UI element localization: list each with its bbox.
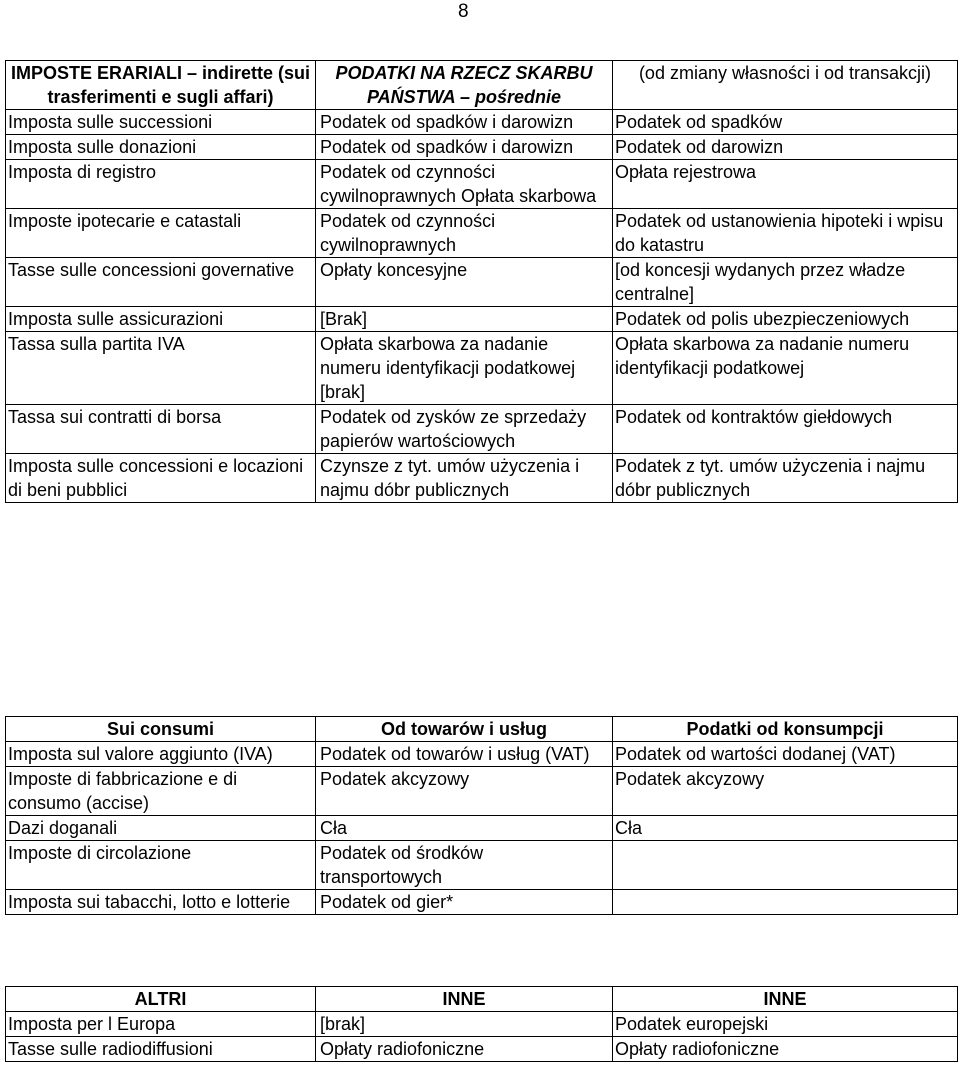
cell-polish-detail: Opłata rejestrowa [613,160,958,209]
table-row [6,890,958,915]
table-row [6,1012,958,1037]
header-polish-note: (od zmiany własności i od transakcji) [613,61,958,110]
cell-italian: Imposte di fabbricazione e di consumo (accise) [6,767,316,816]
page-number: 8 [458,1,469,22]
cell-italian: Imposta sulle successioni [6,110,316,135]
cell-polish: [brak] [316,1012,613,1037]
table-row [6,816,958,841]
header-italian: ALTRI [6,987,316,1012]
table-row [6,405,958,454]
header-polish-note: INNE [613,987,958,1012]
cell-italian: Imposta sul valore aggiunto (IVA) [6,742,316,767]
header-italian: IMPOSTE ERARIALI – indirette (sui trasferimenti e sugli affari) [6,61,316,110]
cell-italian: Imposta sui tabacchi, lotto e lotterie [6,890,316,915]
cell-polish-detail: Podatek od wartości dodanej (VAT) [613,742,958,767]
cell-polish-detail: Podatek europejski [613,1012,958,1037]
cell-polish-detail: Podatek od spadków [613,110,958,135]
table-row [6,1037,958,1062]
cell-italian: Imposta sulle concessioni e locazioni di beni pubblici [6,454,316,503]
cell-polish-detail: Opłata skarbowa za nadanie numeru identyfikacji podatkowej [613,332,958,405]
cell-polish-detail: Podatek od ustanowienia hipoteki i wpisu do katastru [613,209,958,258]
cell-italian: Tasse sulle radiodiffusioni [6,1037,316,1062]
cell-italian: Dazi doganali [6,816,316,841]
cell-polish: Opłaty radiofoniczne [316,1037,613,1062]
header-polish: PODATKI NA RZECZ SKARBU PAŃSTWA – pośrednie [316,61,613,110]
cell-polish-detail: Podatek akcyzowy [613,767,958,816]
table-header-row [6,987,958,1012]
table-header-row [6,717,958,742]
cell-italian: Imposta per l Europa [6,1012,316,1037]
cell-polish: [Brak] [316,307,613,332]
cell-polish: Cła [316,816,613,841]
tax-table-other [5,986,958,1062]
cell-polish: Podatek od spadków i darowizn [316,110,613,135]
cell-italian: Imposte ipotecarie e catastali [6,209,316,258]
cell-italian: Tassa sui contratti di borsa [6,405,316,454]
cell-polish: Opłata skarbowa za nadanie numeru identyfikacji podatkowej [brak] [316,332,613,405]
cell-polish-detail [613,841,958,890]
cell-polish: Podatek od czynności cywilnoprawnych Opłata skarbowa [316,160,613,209]
cell-polish-detail: Podatek od kontraktów giełdowych [613,405,958,454]
cell-polish: Podatek od towarów i usług (VAT) [316,742,613,767]
cell-polish-detail: Podatek od darowizn [613,135,958,160]
cell-polish: Podatek od zysków ze sprzedaży papierów wartościowych [316,405,613,454]
cell-polish: Podatek od środków transportowych [316,841,613,890]
header-polish-note: Podatki od konsumpcji [613,717,958,742]
table-row [6,135,958,160]
cell-polish-detail [613,890,958,915]
tax-table-consumption [5,716,958,915]
table-row [6,742,958,767]
table-row [6,258,958,307]
cell-polish: Czynsze z tyt. umów użyczenia i najmu dóbr publicznych [316,454,613,503]
cell-italian: Imposta sulle donazioni [6,135,316,160]
table-row [6,767,958,816]
cell-polish: Opłaty koncesyjne [316,258,613,307]
table-row [6,332,958,405]
cell-polish-detail: Podatek od polis ubezpieczeniowych [613,307,958,332]
tax-table-indirect [5,60,958,503]
header-polish: Od towarów i usług [316,717,613,742]
cell-italian: Tasse sulle concessioni governative [6,258,316,307]
table-row [6,841,958,890]
table-row [6,110,958,135]
cell-polish: Podatek od gier* [316,890,613,915]
table-row [6,307,958,332]
cell-polish-detail: [od koncesji wydanych przez władze centralne] [613,258,958,307]
table-header-row [6,61,958,110]
cell-polish: Podatek od spadków i darowizn [316,135,613,160]
header-italian: Sui consumi [6,717,316,742]
cell-polish: Podatek od czynności cywilnoprawnych [316,209,613,258]
cell-polish-detail: Podatek z tyt. umów użyczenia i najmu dóbr publicznych [613,454,958,503]
cell-polish-detail: Cła [613,816,958,841]
cell-polish: Podatek akcyzowy [316,767,613,816]
table-row [6,454,958,503]
cell-italian: Imposte di circolazione [6,841,316,890]
header-polish: INNE [316,987,613,1012]
table-row [6,209,958,258]
cell-italian: Tassa sulla partita IVA [6,332,316,405]
cell-italian: Imposta sulle assicurazioni [6,307,316,332]
cell-italian: Imposta di registro [6,160,316,209]
table-row [6,160,958,209]
cell-polish-detail: Opłaty radiofoniczne [613,1037,958,1062]
